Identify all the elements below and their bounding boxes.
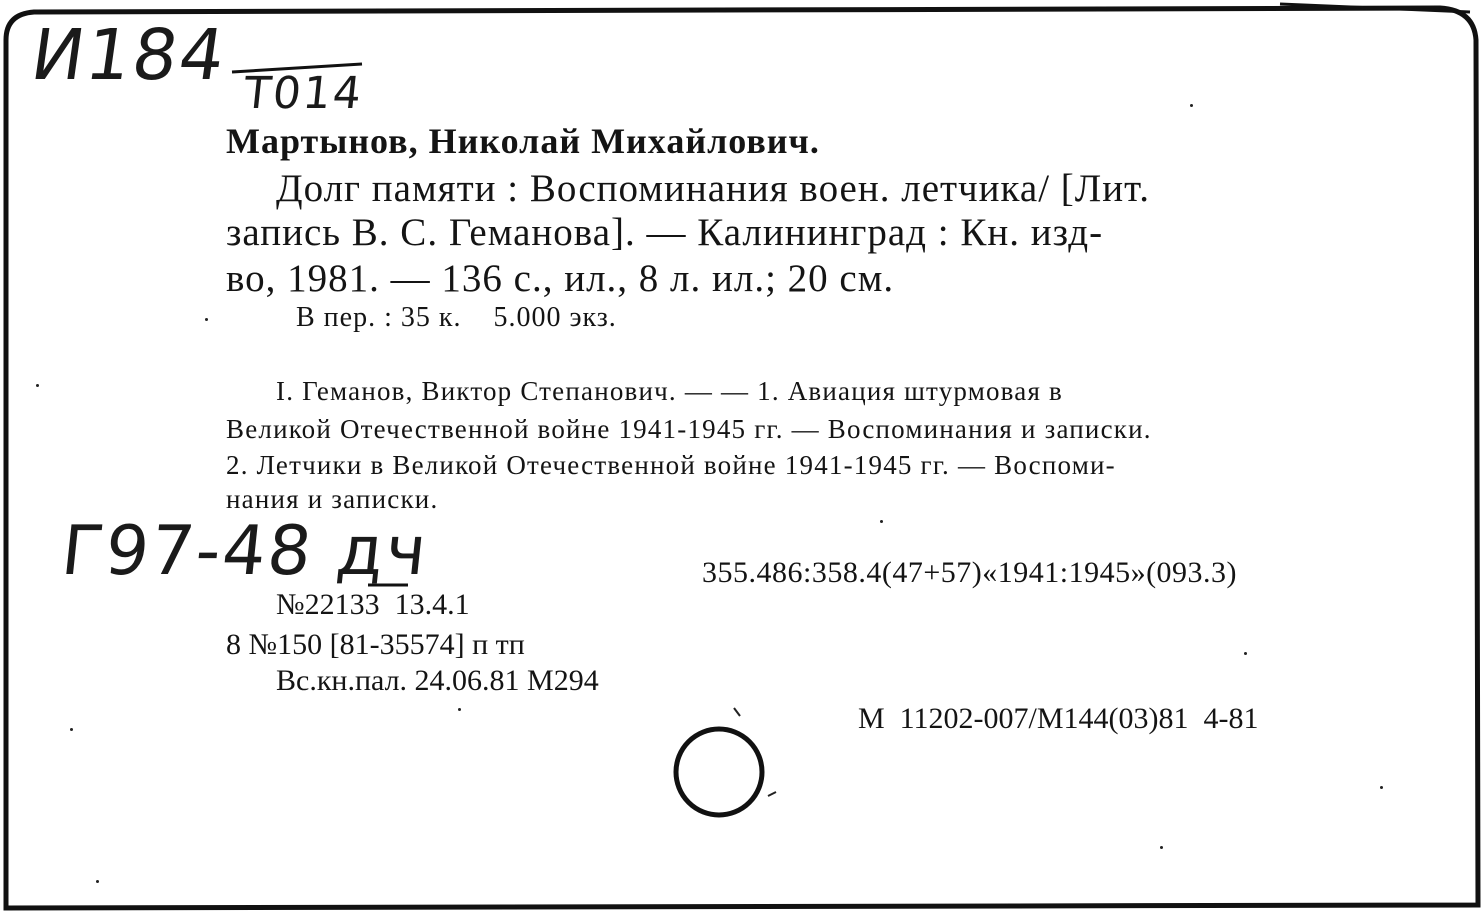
speck	[70, 728, 73, 731]
speck	[1160, 846, 1163, 849]
title-line-1: Долг памяти : Воспоминания воен. летчика/ [Лит.	[276, 167, 1150, 210]
author-heading: Мартынов, Николай Михайлович.	[226, 121, 820, 161]
speck	[1244, 652, 1247, 655]
speck	[880, 520, 883, 523]
subject-line-3: 2. Летчики в Великой Отечественной войне 1941-1945 гг. — Воспоми-	[226, 450, 1116, 480]
price-line: В пер. : 35 к. 5.000 экз.	[296, 302, 617, 333]
handwritten-call-number: И184	[26, 14, 232, 96]
speck	[458, 708, 461, 711]
catalog-code: М 11202-007/М144(03)81 4-81	[858, 702, 1259, 735]
speck	[36, 384, 39, 387]
punch-hole	[676, 729, 762, 815]
order-number: №22133 13.4.1	[276, 588, 470, 621]
speck	[1190, 104, 1193, 107]
print-line: 8 №150 [81-35574] п тп	[226, 628, 525, 661]
subject-line-2: Великой Отечественной войне 1941-1945 гг. — Воспоминания и записки.	[226, 414, 1152, 444]
speck	[205, 318, 208, 321]
handwritten-shelf-code: Г97-48 дч	[57, 512, 433, 591]
speck	[1380, 786, 1383, 789]
subject-line-1: I. Геманов, Виктор Степанович. — — 1. Авиация штурмовая в	[276, 376, 1063, 406]
handwritten-inventory-number: Т014	[241, 68, 366, 119]
speck	[96, 880, 99, 883]
classification-index: 355.486:358.4(47+57)«1941:1945»(093.3)	[702, 556, 1238, 589]
title-line-3: во, 1981. — 136 с., ил., 8 л. ил.; 20 см.	[226, 257, 895, 300]
book-chamber-line: Вс.кн.пал. 24.06.81 М294	[276, 664, 599, 697]
title-line-2: запись В. С. Геманова]. — Калининград : Кн. изд-	[226, 211, 1104, 254]
subject-line-4: нания и записки.	[226, 484, 439, 514]
